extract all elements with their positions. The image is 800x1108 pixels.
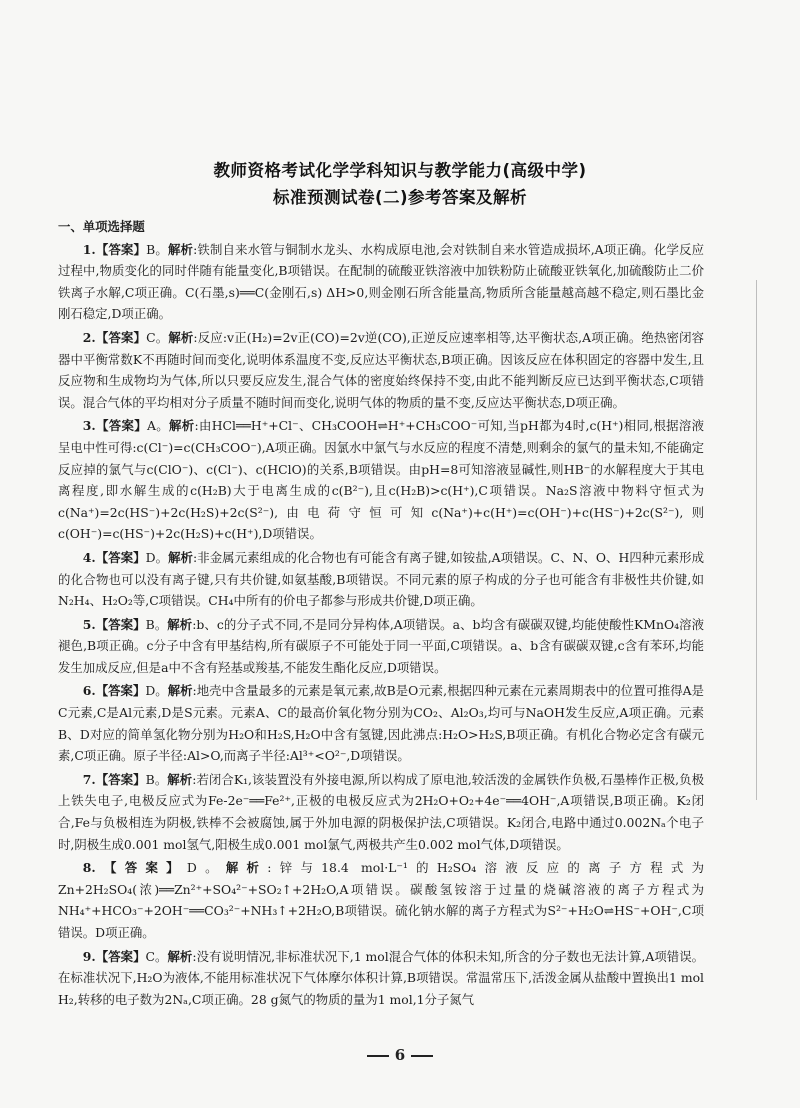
answer-item-9: 9.【答案】C。解析:没有说明情况,非标准状况下,1 mol混合气体的体积未知,所含的分子数也无法计算,A项错误。在标准状况下,H₂O为液体,不能用标准状况下气体摩尔体积计算,B项错误。常温常压下,活泼金属从盐酸中置换出1 mol H₂,转移的电子数为2Nₐ,C项正确。28 g氮气的物质的量为1 mol,1分子氮气 bbox=[58, 948, 705, 1007]
answer-item-1: 1.【答案】B。解析:铁制自来水管与铜制水龙头、水构成原电池,会对铁制自来水管造成损坏,A项正确。化学反应过程中,物质变化的同时伴随有能量变化,B项错误。在配制的硫酸亚铁溶液中加铁粉防止硫酸亚铁氧化,加硫酸防止二价铁离子水解,C项正确。C(石墨,s)══C(金刚石,s) ΔH>0,则金刚石所含能量高,物质所含能量越高越不稳定,则石墨比金刚石稳定,D项正确。 bbox=[58, 241, 705, 322]
answer-tag: 【答案】 bbox=[95, 549, 146, 565]
analysis-tag: 解析 bbox=[167, 948, 193, 964]
answer-tag: 【答案】 bbox=[95, 418, 147, 434]
item-number: 8. bbox=[82, 860, 96, 876]
answer-letter: C bbox=[146, 329, 156, 345]
analysis-tag: 解析 bbox=[167, 683, 193, 699]
answer-item-6: 6.【答案】D。解析:地壳中含量最多的元素是氧元素,故B是O元素,根据四种元素在元素周期表中的位置可推得A是C元素,C是Al元素,D是S元素。元素A、C的最高价氧化物分别为CO₂、Al₂O₃,均可与NaOH发生反应,A项正确。元素B、D对应的简单氢化物分别为H₂O和H₂S,H₂O中含有氢键,因此沸点:H₂O>H₂S,B项正确。有机化合物必定含有碳元素,C项正确。原子半径:Al>O,而离子半径:Al³⁺<O²⁻,D项错误。 bbox=[58, 683, 705, 764]
analysis-tag: 解析 bbox=[167, 616, 193, 632]
analysis-text: 非金属元素组成的化合物也有可能含有离子键,如铵盐,A项错误。C、N、O、H四种元素形成的化合物也可以没有离子键,只有共价键,如氨基酸,B项错误。不同元素的原子构成的分子也可能含有非极性共价键,如N₂H₄、H₂O₂等,C项错误。CH₄中所有的价电子都参与形成共价键,D项正确。 bbox=[58, 549, 705, 609]
analysis-tag: 解析 bbox=[225, 860, 268, 876]
analysis-text: 反应:v正(H₂)=2v正(CO)=2v逆(CO),正逆反应速率相等,达平衡状态,A项正确。绝热密闭容器中平衡常数K不再随时间而变化,说明体系温度不变,反应达平衡状态,B项正确。因该反应在体积固定的容器中发生,且反应物和生成物均为气体,所以只要反应发生,混合气体的密度始终保持不变,由此不能判断反应已达到平衡状态,C项错误。混合气体的平均相对分子质量不随时间而变化,说明气体的物质的量不变,反应达平衡状态,D项正确。 bbox=[58, 329, 705, 410]
answer-letter: D bbox=[145, 683, 156, 699]
answer-item-3: 3.【答案】A。解析:由HCl══H⁺+Cl⁻、CH₃COOH⇌H⁺+CH₃COO⁻可知,当pH都为4时,c(H⁺)相同,根据溶液呈电中性可得:c(Cl⁻)=c(CH₃COO⁻),A项正确。因氯水中氯气与水反应的程度不清楚,则剩余的氯气的量未知,不能确定反应掉的氯气与c(ClO⁻)、c(Cl⁻)、c(HClO)的关系,B项错误。由pH=8可知溶液显碱性,则HB⁻的水解程度大于其电离程度,即水解生成的c(H₂B)大于电离生成的c(B²⁻),且c(H₂B)>c(H⁺),C项错误。Na₂S溶液中物料守恒式为c(Na⁺)=2c(HS⁻)+2c(H₂S)+2c(S²⁻),由电荷守恒可知c(Na⁺)+c(H⁺)=c(OH⁻)+c(HS⁻)+2c(S²⁻),则c(OH⁻)=c(HS⁻)+2c(H₂S)+c(H⁺),D项错误。 bbox=[58, 418, 705, 542]
item-number: 2. bbox=[82, 329, 96, 345]
item-number: 6. bbox=[82, 683, 96, 699]
answer-tag: 【答案】 bbox=[95, 948, 146, 964]
analysis-tag: 解析 bbox=[168, 329, 194, 345]
answer-letter: B bbox=[146, 241, 156, 257]
answer-tag: 【答案】 bbox=[95, 683, 146, 699]
analysis-tag: 解析 bbox=[168, 549, 194, 565]
answer-letter: B bbox=[145, 616, 155, 632]
analysis-text: 锌与18.4 mol·L⁻¹的H₂SO₄溶液反应的离子方程式为Zn+2H₂SO₄(浓)══Zn²⁺+SO₄²⁻+SO₂↑+2H₂O,A项错误。碳酸氢铵溶于过量的烧碱溶液的离子方程式为NH₄⁺+HCO₃⁻+2OH⁻══CO₃²⁻+NH₃↑+2H₂O,B项错误。硫化钠水解的离子方程式为S²⁻+H₂O⇌HS⁻+OH⁻,C项错误。D项正确。 bbox=[58, 860, 705, 940]
answer-tag: 【答案】 bbox=[95, 860, 187, 876]
dash-left bbox=[367, 1055, 389, 1057]
answer-tag: 【答案】 bbox=[95, 616, 146, 632]
analysis-tag: 解析 bbox=[169, 418, 195, 434]
item-number: 4. bbox=[82, 549, 96, 565]
answer-item-8: 8.【答案】D。解析:锌与18.4 mol·L⁻¹的H₂SO₄溶液反应的离子方程式为Zn+2H₂SO₄(浓)══Zn²⁺+SO₄²⁻+SO₂↑+2H₂O,A项错误。碳酸氢铵溶于过量的烧碱溶液的离子方程式为NH₄⁺+HCO₃⁻+2OH⁻══CO₃²⁻+NH₃↑+2H₂O,B项错误。硫化钠水解的离子方程式为S²⁻+H₂O⇌HS⁻+OH⁻,C项错误。D项正确。 bbox=[58, 860, 705, 940]
item-number: 5. bbox=[82, 616, 96, 632]
analysis-text: 地壳中含量最多的元素是氧元素,故B是O元素,根据四种元素在元素周期表中的位置可推得A是C元素,C是Al元素,D是S元素。元素A、C的最高价氧化物分别为CO₂、Al₂O₃,均可与NaOH发生反应,A项正确。元素B、D对应的简单氢化物分别为H₂O和H₂S,H₂O中含有氢键,因此沸点:H₂O>H₂S,B项正确。有机化合物必定含有碳元素,C项正确。原子半径:Al>O,而离子半径:Al³⁺<O²⁻,D项错误。 bbox=[58, 683, 705, 764]
answer-item-7: 7.【答案】B。解析:若闭合K₁,该装置没有外接电源,所以构成了原电池,较活泼的金属铁作负极,石墨棒作正极,负极上铁失电子,电极反应式为Fe-2e⁻══Fe²⁺,正极的电极反应式为2H₂O+O₂+4e⁻══4OH⁻,A项错误,B项正确。K₂闭合,Fe与负极相连为阴极,铁棒不会被腐蚀,属于外加电源的阴极保护法,C项错误。K₂闭合,电路中通过0.002Nₐ个电子时,阴极生成0.001 mol氢气,阳极生成0.001 mol氯气,两极共产生0.002 mol气体,D项错误。 bbox=[58, 771, 705, 852]
answer-letter: D bbox=[145, 549, 156, 565]
analysis-text: 没有说明情况,非标准状况下,1 mol混合气体的体积未知,所含的分子数也无法计算,A项错误。在标准状况下,H₂O为液体,不能用标准状况下气体摩尔体积计算,B项错误。常温常压下,活泼金属从盐酸中置换出1 mol H₂,转移的电子数为2Nₐ,C项正确。28 g氮气的物质的量为1 mol,1分子氮气 bbox=[58, 948, 705, 1007]
answer-letter: C bbox=[145, 948, 155, 964]
answer-item-5: 5.【答案】B。解析:b、c的分子式不同,不是同分异构体,A项错误。a、b均含有碳碳双键,均能使酸性KMnO₄溶液褪色,B项正确。c分子中含有甲基结构,所有碳原子不可能处于同一平面,C项错误。a、b含有碳碳双键,c含有苯环,均能发生加成反应,但是a中不含有羟基或羧基,不能发生酯化反应,D项错误。 bbox=[58, 616, 705, 675]
answer-letter: A bbox=[146, 418, 156, 434]
analysis-tag: 解析 bbox=[167, 771, 193, 787]
analysis-text: 铁制自来水管与铜制水龙头、水构成原电池,会对铁制自来水管造成损坏,A项正确。化学反应过程中,物质变化的同时伴随有能量变化,B项错误。在配制的硫酸亚铁溶液中加铁粉防止硫酸亚铁氧化,加硫酸防止二价铁离子水解,C项正确。C(石墨,s)══C(金刚石,s) ΔH>0,则金刚石所含能量高,物质所含能量越高越不稳定,则石墨比金刚石稳定,D项正确。 bbox=[58, 241, 705, 322]
page-footer bbox=[0, 1046, 800, 1064]
analysis-text: 若闭合K₁,该装置没有外接电源,所以构成了原电池,较活泼的金属铁作负极,石墨棒作正极,负极上铁失电子,电极反应式为Fe-2e⁻══Fe²⁺,正极的电极反应式为2H₂O+O₂+4e⁻══4OH⁻,A项错误,B项正确。K₂闭合,Fe与负极相连为阴极,铁棒不会被腐蚀,属于外加电源的阴极保护法,C项错误。K₂闭合,电路中通过0.002Nₐ个电子时,阴极生成0.001 mol氢气,阳极生成0.001 mol氯气,两极共产生0.002 mol气体,D项错误。 bbox=[58, 771, 705, 852]
item-number: 1. bbox=[82, 241, 96, 257]
analysis-tag: 解析 bbox=[167, 241, 194, 257]
scan-mark bbox=[756, 280, 757, 800]
document-title: 教师资格考试化学学科知识与教学能力(高级中学) bbox=[213, 161, 587, 180]
answer-content bbox=[58, 216, 704, 1012]
answer-tag: 【答案】 bbox=[95, 771, 146, 787]
analysis-text: b、c的分子式不同,不是同分异构体,A项错误。a、b均含有碳碳双键,均能使酸性KMnO₄溶液褪色,B项正确。c分子中含有甲基结构,所有碳原子不可能处于同一平面,C项错误。a、b含有碳碳双键,c含有苯环,均能发生加成反应,但是a中不含有羟基或羧基,不能发生酯化反应,D项错误。 bbox=[58, 616, 705, 675]
page-number: 6 bbox=[394, 1046, 406, 1064]
dash-right bbox=[411, 1055, 433, 1057]
document-subtitle: 标准预测试卷(二)参考答案及解析 bbox=[272, 188, 528, 207]
answer-item-2: 2.【答案】C。解析:反应:v正(H₂)=2v正(CO)=2v逆(CO),正逆反应速率相等,达平衡状态,A项正确。绝热密闭容器中平衡常数K不再随时间而变化,说明体系温度不变,反应达平衡状态,B项正确。因该反应在体积固定的容器中发生,且反应物和生成物均为气体,所以只要反应发生,混合气体的密度始终保持不变,由此不能判断反应已达到平衡状态,C项错误。混合气体的平均相对分子质量不随时间而变化,说明气体的物质的量不变,反应达平衡状态,D项正确。 bbox=[58, 329, 705, 410]
section-heading: 一、单项选择题 bbox=[58, 219, 145, 234]
analysis-text: 由HCl══H⁺+Cl⁻、CH₃COOH⇌H⁺+CH₃COO⁻可知,当pH都为4时,c(H⁺)相同,根据溶液呈电中性可得:c(Cl⁻)=c(CH₃COO⁻),A项正确。因氯水中氯气与水反应的程度不清楚,则剩余的氯气的量未知,不能确定反应掉的氯气与c(ClO⁻)、c(Cl⁻)、c(HClO)的关系,B项错误。由pH=8可知溶液显碱性,则HB⁻的水解程度大于其电离程度,即水解生成的c(H₂B)大于电离生成的c(B²⁻),且c(H₂B)>c(H⁺),C项错误。Na₂S溶液中物料守恒式为c(Na⁺)=2c(HS⁻)+2c(H₂S)+2c(S²⁻),由电荷守恒可知c(Na⁺)+c(H⁺)=c(OH⁻)+c(HS⁻)+2c(S²⁻),则c(OH⁻)=c(HS⁻)+2c(H₂S)+c(H⁺),D项错误。 bbox=[58, 418, 705, 542]
answer-tag: 【答案】 bbox=[95, 329, 147, 345]
item-number: 7. bbox=[82, 771, 96, 787]
answer-item-4: 4.【答案】D。解析:非金属元素组成的化合物也有可能含有离子键,如铵盐,A项错误。C、N、O、H四种元素形成的化合物也可以没有离子键,只有共价键,如氨基酸,B项错误。不同元素的原子构成的分子也可能含有非极性共价键,如N₂H₄、H₂O₂等,C项错误。CH₄中所有的价电子都参与形成共价键,D项正确。 bbox=[58, 549, 705, 609]
item-number: 9. bbox=[82, 948, 96, 964]
answer-letter: B bbox=[145, 771, 155, 787]
answer-letter: D bbox=[186, 860, 197, 876]
item-number: 3. bbox=[82, 418, 96, 434]
answer-tag: 【答案】 bbox=[95, 241, 147, 257]
